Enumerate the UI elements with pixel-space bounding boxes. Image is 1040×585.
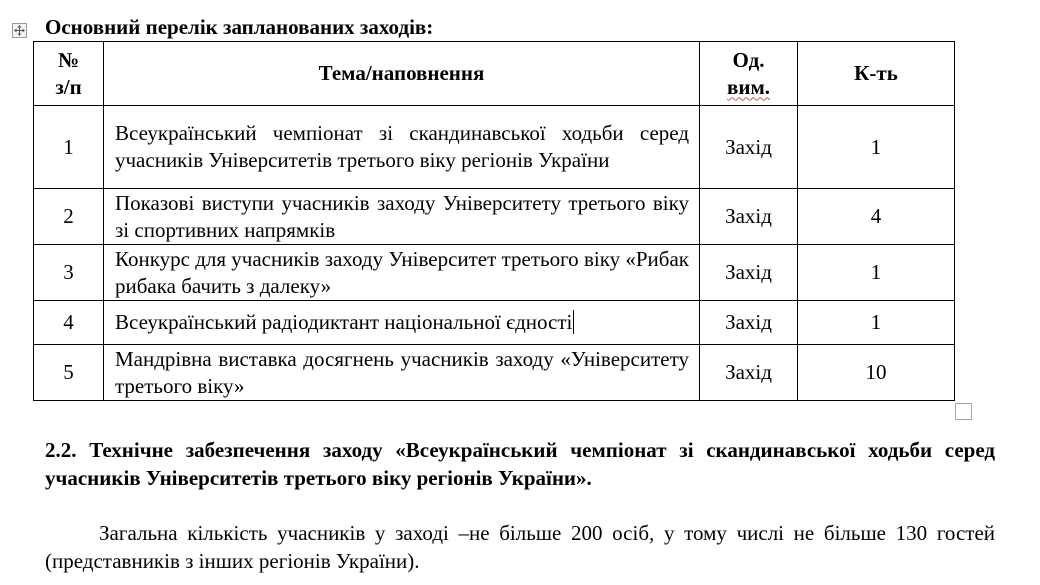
header-qty[interactable]: К-ть (798, 42, 955, 106)
events-table (33, 41, 955, 401)
cell-unit[interactable]: Захід (700, 189, 798, 245)
header-unit-line2: вим. (727, 74, 770, 99)
cell-qty[interactable]: 10 (798, 345, 955, 401)
cell-unit[interactable]: Захід (700, 301, 798, 345)
section-title: Основний перелік запланованих заходів: (45, 15, 434, 39)
cell-num[interactable]: 2 (34, 189, 104, 245)
cell-unit[interactable]: Захід (700, 106, 798, 189)
table-row (34, 106, 955, 189)
table-move-handle-icon[interactable] (12, 23, 27, 38)
cell-num[interactable]: 4 (34, 301, 104, 345)
cell-qty[interactable]: 4 (798, 189, 955, 245)
header-num-line2: з/п (55, 74, 82, 99)
table-row (34, 345, 955, 401)
header-num[interactable] (34, 42, 104, 106)
cell-topic[interactable]: Показові виступи учасників заходу Університету третього віку зі спортивних напрямків (104, 189, 700, 245)
section-heading-2-2: 2.2. Технічне забезпечення заходу «Всеукраїнський чемпіонат зі скандинавської ходьби серед учасників Університетів третього віку регіонів України». (45, 438, 995, 490)
text-cursor (573, 310, 574, 334)
table-row (34, 245, 955, 301)
header-num-line1: № (57, 47, 80, 72)
header-topic[interactable]: Тема/наповнення (104, 42, 700, 106)
body-paragraph: Загальна кількість учасників у заході –не більше 200 осіб, у тому числі не більше 130 гостей (представників з інших регіонів України). (45, 521, 995, 573)
cell-qty[interactable]: 1 (798, 106, 955, 189)
cell-unit[interactable]: Захід (700, 245, 798, 301)
cell-topic[interactable]: Всеукраїнський чемпіонат зі скандинавської ходьби серед учасників Університетів третього віку регіонів України (104, 106, 700, 189)
cell-num[interactable]: 1 (34, 106, 104, 189)
header-unit[interactable] (700, 42, 798, 106)
table-resize-handle-icon[interactable] (955, 403, 972, 420)
cell-unit[interactable]: Захід (700, 345, 798, 401)
cell-num[interactable]: 3 (34, 245, 104, 301)
cell-topic[interactable]: Мандрівна виставка досягнень учасників заходу «Університету третього віку» (104, 345, 700, 401)
table-row (34, 301, 955, 345)
cell-qty[interactable]: 1 (798, 245, 955, 301)
four-way-arrow-icon (14, 25, 25, 36)
table-header-row (34, 42, 955, 106)
cell-topic[interactable] (104, 301, 700, 345)
cell-topic[interactable]: Конкурс для учасників заходу Університет третього віку «Рибак рибака бачить з далеку» (104, 245, 700, 301)
cell-num[interactable]: 5 (34, 345, 104, 401)
cell-qty[interactable]: 1 (798, 301, 955, 345)
cell-topic-text: Всеукраїнський радіодиктант національної єдності (115, 310, 573, 334)
table-row (34, 189, 955, 245)
header-unit-line1: Од. (732, 47, 765, 72)
